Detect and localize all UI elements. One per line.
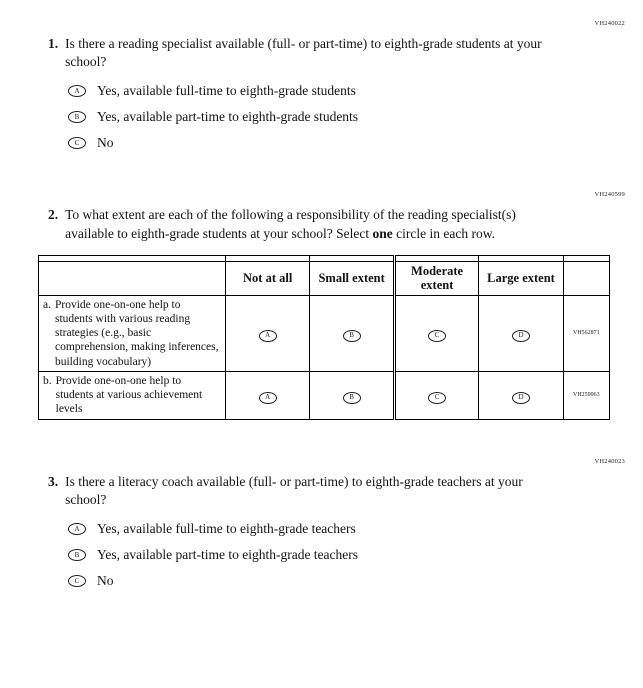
row-a-code: VH562871 [563,295,609,371]
q3-option-no[interactable] [68,573,613,589]
answer-oval[interactable] [343,392,361,404]
row-a-moderate-extent[interactable] [394,295,478,371]
form-code-q3: VH240023 [594,457,625,465]
oval-letter: A [265,393,271,402]
header-empty [39,261,226,295]
q1-option-no[interactable] [68,135,613,151]
answer-oval[interactable] [68,85,86,97]
q1-option-part-time[interactable] [68,109,613,125]
header-moderate-extent: Moderate extent [394,261,478,295]
question-2-number: 2. [48,207,59,223]
oval-letter: C [74,576,80,585]
oval-letter: B [74,112,80,121]
header-code-empty [563,261,609,295]
row-label: Provide one-on-one help to students with various reading strategies (e.g., basic comprehension, making inferences, building vocabulary) [54,298,219,368]
q3-option-full-time[interactable] [68,521,613,537]
row-label: Provide one-on-one help to students at various achievement levels [55,374,203,416]
row-b-code: VH259963 [563,371,609,419]
oval-letter: D [518,393,524,402]
row-b-label-cell [39,371,226,419]
q2-row-b [39,371,610,419]
oval-letter: B [349,331,354,340]
q2-text-bold: one [372,225,393,241]
answer-oval[interactable] [68,575,86,587]
oval-letter: D [518,331,524,340]
answer-oval[interactable] [343,330,361,342]
row-b-moderate-extent[interactable] [394,371,478,419]
option-label: Yes, available part-time to eighth-grade students [97,109,359,125]
oval-letter: B [349,393,354,402]
q2-row-a [39,295,610,371]
option-label: Yes, available full-time to eighth-grade teachers [97,521,356,537]
question-2-text [65,206,557,242]
answer-oval[interactable] [68,549,86,561]
form-code-q2: VH240599 [594,191,625,199]
row-letter: a. [43,298,51,311]
answer-oval[interactable] [428,392,446,404]
option-label: Yes, available full-time to eighth-grade students [97,83,356,99]
row-a-small-extent[interactable] [310,295,394,371]
row-a-not-at-all[interactable] [225,295,309,371]
oval-letter: A [265,331,271,340]
row-b-not-at-all[interactable] [225,371,309,419]
row-letter: b. [43,374,52,387]
answer-oval[interactable] [512,330,530,342]
header-large-extent: Large extent [479,261,563,295]
question-3-options [68,521,613,589]
oval-letter: C [434,393,440,402]
header-not-at-all: Not at all [225,261,309,295]
question-3-text: Is there a literacy coach available (full- or part-time) to eighth-grade teachers at your school? [65,473,523,507]
oval-letter: B [74,550,80,559]
answer-oval[interactable] [512,392,530,404]
question-3-number: 3. [48,473,59,489]
answer-oval[interactable] [68,111,86,123]
q3-option-part-time[interactable] [68,547,613,563]
table-header-row [39,261,610,295]
answer-oval[interactable] [259,392,277,404]
oval-letter: A [74,524,80,533]
question-2 [48,206,613,242]
question-1 [48,35,613,151]
oval-letter: C [74,138,80,147]
question-1-number: 1. [48,36,59,51]
answer-oval[interactable] [68,137,86,149]
q2-text-part1: To what extent are each of the following a responsibility of the reading specialist(s) available to eighth-grade students at your school? Select [65,207,516,241]
question-3 [48,473,613,589]
q1-option-full-time[interactable] [68,83,613,99]
answer-oval[interactable] [259,330,277,342]
q2-text-part2: circle in each row. [392,225,495,241]
oval-letter: A [74,86,80,95]
row-a-large-extent[interactable] [479,295,563,371]
form-code-q1: VH240022 [594,20,625,27]
q2-response-table [38,255,610,420]
row-a-label-cell [39,295,226,371]
option-label: No [97,573,114,589]
row-b-small-extent[interactable] [310,371,394,419]
answer-oval[interactable] [428,330,446,342]
header-small-extent: Small extent [310,261,394,295]
option-label: Yes, available part-time to eighth-grade teachers [97,547,359,563]
oval-letter: C [434,331,440,340]
question-1-text: Is there a reading specialist available (full- or part-time) to eighth-grade students at your school? [65,36,542,70]
answer-oval[interactable] [68,523,86,535]
option-label: No [97,135,114,151]
question-1-options [68,83,613,151]
row-b-large-extent[interactable] [479,371,563,419]
